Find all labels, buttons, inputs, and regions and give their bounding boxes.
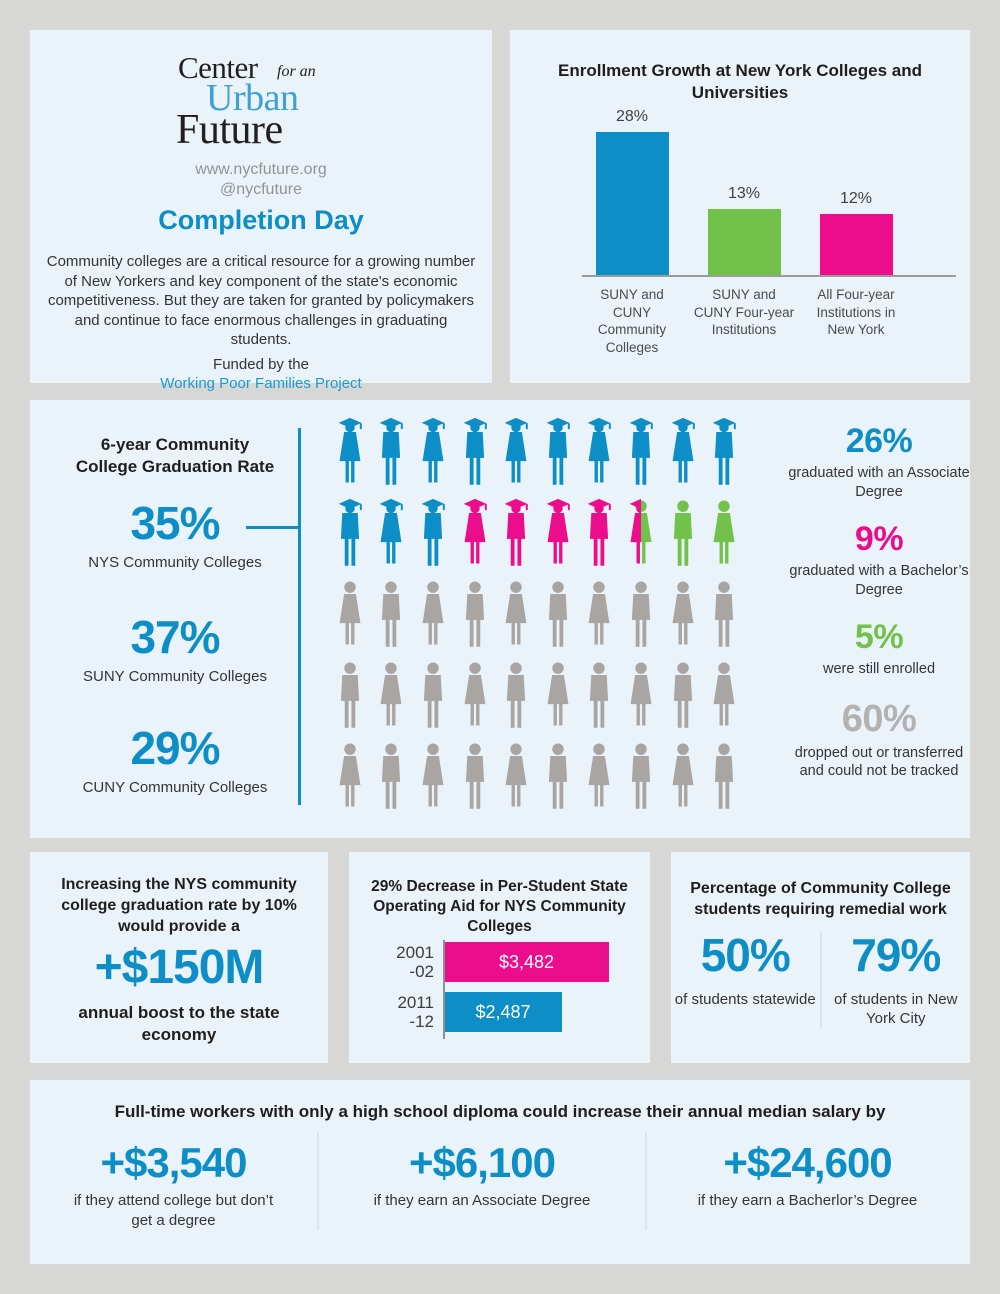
person-icon xyxy=(704,578,744,650)
pictograph-cell xyxy=(537,497,579,578)
economy-outro: annual boost to the state economy xyxy=(78,1003,280,1044)
person-icon xyxy=(371,578,411,650)
person-icon xyxy=(704,740,744,812)
remedial-stats xyxy=(671,929,970,1028)
logo-word-for-an: for an xyxy=(277,63,316,80)
pictograph-cell xyxy=(371,578,413,659)
pictograph-cell xyxy=(412,578,454,659)
person-icon xyxy=(538,578,578,650)
salary-title: Full-time workers with only a high school diploma could increase their annual median salary by xyxy=(114,1102,886,1121)
connector-line xyxy=(246,526,298,529)
logo-contact xyxy=(30,160,492,200)
person-icon xyxy=(496,497,536,569)
pictograph-cell xyxy=(412,416,454,497)
legend-value: 5% xyxy=(854,618,904,656)
person-icon xyxy=(704,659,744,731)
person-icon xyxy=(538,659,578,731)
pictograph-cell xyxy=(579,740,621,821)
pictograph-cell xyxy=(495,578,537,659)
pictograph-cell xyxy=(371,740,413,821)
stat-label: if they attend college but don’t get a degree xyxy=(73,1192,274,1229)
person-icon xyxy=(496,659,536,731)
legend-label: were still enrolled xyxy=(822,661,936,677)
stat-amount: +$6,100 xyxy=(409,1139,555,1186)
legend-item-bachelors xyxy=(788,522,970,599)
funding-credit xyxy=(30,355,492,393)
pictograph-cell xyxy=(495,740,537,821)
stat-statewide xyxy=(671,929,822,1028)
person-icon xyxy=(704,497,744,569)
economy-amount: +$150M xyxy=(94,941,264,994)
salary-stats xyxy=(30,1132,970,1230)
stat-label: CUNY Community Colleges xyxy=(82,779,268,796)
stat-cuny-grad-rate xyxy=(50,722,300,796)
graduation-title: 6-year Community College Graduation Rate xyxy=(75,435,275,476)
aid-year-label: 2001 -02 xyxy=(396,943,434,981)
pictograph-cell xyxy=(495,659,537,740)
person-icon xyxy=(413,740,453,812)
stat-value: 50% xyxy=(700,929,790,981)
person-icon xyxy=(621,659,661,731)
person-icon xyxy=(455,416,495,488)
legend-label: dropped out or transferred and could not be tracked xyxy=(794,744,964,779)
stat-label: if they earn an Associate Degree xyxy=(373,1192,591,1209)
person-icon xyxy=(371,416,411,488)
pictograph-cell xyxy=(662,659,704,740)
bar xyxy=(820,214,893,275)
person-icon xyxy=(496,740,536,812)
stat-label: of students in New York City xyxy=(834,991,958,1027)
aid-bar-row xyxy=(357,942,647,982)
legend-value: 9% xyxy=(854,520,904,558)
legend-item-enrolled xyxy=(788,620,970,679)
enrollment-bar-group xyxy=(805,190,907,275)
enrollment-category-labels xyxy=(574,286,914,356)
graduation-panel xyxy=(30,400,970,838)
person-icon xyxy=(538,416,578,488)
aid-year-label: 2011 -12 xyxy=(397,993,434,1031)
stat-label: NYS Community Colleges xyxy=(88,554,262,571)
divider-line xyxy=(298,428,301,805)
person-icon xyxy=(413,497,453,569)
stat-value: 37% xyxy=(130,611,220,663)
person-icon xyxy=(455,740,495,812)
legend-value: 60% xyxy=(841,697,917,740)
funder-name: Working Poor Families Project xyxy=(160,375,362,392)
pictograph-cell xyxy=(454,659,496,740)
person-icon xyxy=(663,659,703,731)
salary-panel xyxy=(30,1080,970,1264)
pictograph-cell xyxy=(662,416,704,497)
person-icon xyxy=(330,416,370,488)
pictograph-cell xyxy=(662,578,704,659)
legend-label: graduated with an Associate Degree xyxy=(788,465,970,500)
person-icon xyxy=(455,659,495,731)
intro-panel xyxy=(30,30,492,392)
enrollment-chart-panel xyxy=(510,30,970,383)
stat-label: SUNY Community Colleges xyxy=(83,668,267,685)
bar xyxy=(708,209,781,275)
pictograph-cell xyxy=(620,578,662,659)
pictograph-cell xyxy=(703,497,745,578)
pictograph-cell xyxy=(579,659,621,740)
pictograph-cell xyxy=(495,416,537,497)
legend-item-associate xyxy=(788,424,970,501)
pictograph-cell xyxy=(662,497,704,578)
bar: $3,482 xyxy=(444,942,609,982)
person-icon xyxy=(330,578,370,650)
bar: $2,487 xyxy=(444,992,562,1032)
bar-value-label: 28% xyxy=(615,108,649,125)
pictograph-cell xyxy=(703,578,745,659)
pictograph-cell xyxy=(662,740,704,821)
pictograph-cell xyxy=(454,416,496,497)
bar-category-label: SUNY and CUNY Community Colleges xyxy=(597,287,667,355)
stat-label: of students statewide xyxy=(674,991,816,1008)
person-icon xyxy=(579,578,619,650)
person-icon xyxy=(663,578,703,650)
stat-amount: +$3,540 xyxy=(100,1139,247,1186)
pictograph-cell xyxy=(579,497,621,578)
economy-intro: Increasing the NYS community college graduation rate by 10% would provide a xyxy=(61,876,297,935)
person-icon xyxy=(455,578,495,650)
pictograph-cell xyxy=(412,497,454,578)
bar-value-label: 13% xyxy=(727,185,761,202)
enrollment-bar-group xyxy=(581,108,683,275)
person-icon xyxy=(371,497,411,569)
report-title: Completion Day xyxy=(158,205,364,235)
pictograph-cell xyxy=(329,659,371,740)
legend-value: 26% xyxy=(845,422,913,460)
pictograph-cell xyxy=(454,497,496,578)
stat-some-college xyxy=(30,1132,319,1230)
pictograph-cell xyxy=(620,497,662,578)
stat-nyc xyxy=(822,929,971,1028)
pictograph-cell xyxy=(412,659,454,740)
pictograph-cell xyxy=(495,497,537,578)
pictograph-cell xyxy=(412,740,454,821)
aid-bars xyxy=(357,942,647,1042)
stat-value: 79% xyxy=(851,929,941,981)
person-icon xyxy=(371,659,411,731)
pictograph-cell xyxy=(329,740,371,821)
person-icon xyxy=(663,740,703,812)
person-icon xyxy=(496,578,536,650)
bar-category-label: All Four-year Institutions in New York xyxy=(816,287,896,337)
person-icon xyxy=(579,416,619,488)
aid-chart-panel xyxy=(349,852,650,1063)
person-icon xyxy=(579,659,619,731)
economy-panel xyxy=(30,852,328,1063)
person-icon xyxy=(538,740,578,812)
pictograph-cell xyxy=(620,659,662,740)
person-icon xyxy=(455,497,495,569)
pictograph-cell xyxy=(537,659,579,740)
stat-bachelors-degree xyxy=(647,1132,968,1230)
enrollment-chart-title: Enrollment Growth at New York Colleges and Universities xyxy=(558,61,922,102)
pictograph-cell xyxy=(703,416,745,497)
pictograph-cell xyxy=(454,578,496,659)
bar-category-label: SUNY and CUNY Four-year Institutions xyxy=(693,287,795,337)
remedial-panel xyxy=(671,852,970,1063)
stat-nys-grad-rate xyxy=(50,497,300,571)
legend-item-dropped xyxy=(788,697,970,781)
pictograph-cell xyxy=(537,578,579,659)
pictograph-grid xyxy=(329,416,745,821)
stat-value: 29% xyxy=(130,722,220,774)
pictograph-cell xyxy=(537,416,579,497)
pictograph-cell xyxy=(703,659,745,740)
website-url: www.nycfuture.org xyxy=(195,161,327,178)
pictograph-cell xyxy=(371,416,413,497)
person-icon xyxy=(621,497,661,569)
graduation-legend xyxy=(788,424,970,802)
intro-paragraph: Community colleges are a critical resource for a growing number of New Yorkers and key component of the state's economic competitiveness. But they are taken for granted by policymakers and continue to face enormous challenges in graduating students. xyxy=(46,253,476,348)
person-icon xyxy=(621,416,661,488)
person-icon xyxy=(704,416,744,488)
pictograph-cell xyxy=(703,740,745,821)
person-icon xyxy=(579,497,619,569)
bar xyxy=(596,132,669,275)
pictograph-cell xyxy=(329,578,371,659)
stat-associate-degree xyxy=(319,1132,647,1230)
pictograph-cell xyxy=(329,497,371,578)
remedial-title: Percentage of Community College students requiring remedial work xyxy=(690,880,951,918)
stat-label: if they earn a Bacherlor’s Degree xyxy=(697,1192,918,1209)
stat-suny-grad-rate xyxy=(50,611,300,685)
person-icon xyxy=(579,740,619,812)
logo-word-urban: Urban xyxy=(206,77,299,119)
enrollment-axis-line xyxy=(582,275,956,277)
funded-by-label: Funded by the xyxy=(213,356,309,373)
pictograph-cell xyxy=(579,416,621,497)
legend-label: graduated with a Bachelor’s Degree xyxy=(789,563,969,598)
bar-value-label: 12% xyxy=(839,190,873,207)
pictograph-cell xyxy=(329,416,371,497)
person-icon xyxy=(330,659,370,731)
pictograph-cell xyxy=(454,740,496,821)
person-icon xyxy=(413,578,453,650)
person-icon xyxy=(330,740,370,812)
logo-word-future: Future xyxy=(176,107,283,153)
person-icon xyxy=(663,497,703,569)
person-icon xyxy=(663,416,703,488)
stat-amount: +$24,600 xyxy=(723,1139,892,1186)
cuf-logo xyxy=(176,50,346,156)
person-icon xyxy=(496,416,536,488)
aid-chart-title: 29% Decrease in Per-Student State Operating Aid for NYS Community Colleges xyxy=(371,878,628,935)
person-icon xyxy=(413,416,453,488)
person-icon xyxy=(538,497,578,569)
pictograph-cell xyxy=(371,497,413,578)
pictograph-cell xyxy=(371,659,413,740)
pictograph-cell xyxy=(620,740,662,821)
stat-value: 35% xyxy=(130,497,220,549)
twitter-handle: @nycfuture xyxy=(219,181,303,198)
pictograph-cell xyxy=(620,416,662,497)
pictograph-cell xyxy=(579,578,621,659)
aid-axis-line xyxy=(443,940,445,1039)
person-icon xyxy=(413,659,453,731)
enrollment-bars xyxy=(574,105,914,275)
person-icon xyxy=(371,740,411,812)
aid-bar-row xyxy=(357,992,647,1032)
pictograph-cell xyxy=(537,740,579,821)
logo-word-center: Center xyxy=(178,50,258,85)
person-icon xyxy=(621,578,661,650)
enrollment-bar-group xyxy=(693,185,795,275)
person-icon xyxy=(330,497,370,569)
person-icon xyxy=(621,740,661,812)
